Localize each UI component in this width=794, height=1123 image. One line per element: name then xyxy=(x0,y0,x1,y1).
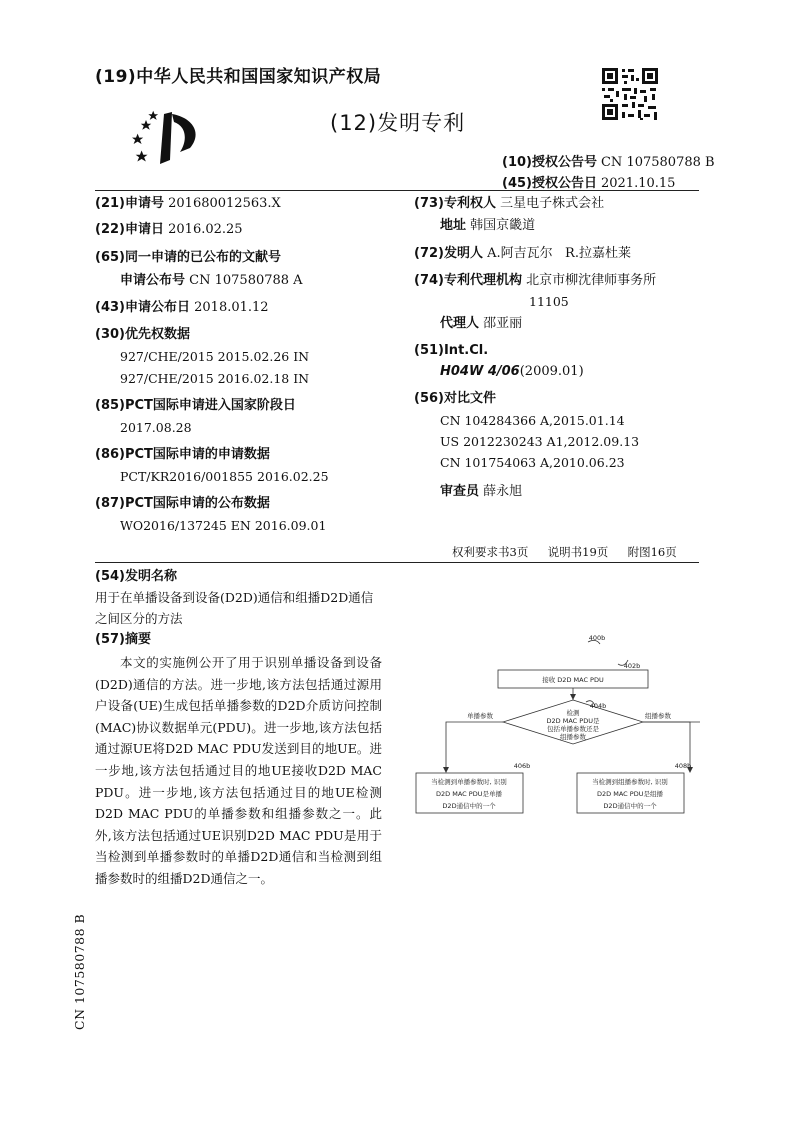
grant-publication-date xyxy=(502,172,675,191)
field-patent-agency xyxy=(414,273,656,289)
field-application-publication-date xyxy=(95,300,269,316)
cnipa-logo xyxy=(128,108,208,168)
decision-line: 检测 xyxy=(566,709,580,717)
arrow-head xyxy=(570,694,576,700)
reference-item: CN 104284366 A,2015.01.14 xyxy=(440,413,625,428)
abstract-text: 本文的实施例公开了用于识别单播设备到设备(D2D)通信的方法。进一步地,该方法包括通过源用户设备(UE)生成包括单播参数的D2D介质访问控制(MAC)协议数据单元(PDU)。进一步地,该方法包括通过源UE将D2D MAC PDU发送到目的地UE。进一步地,该方法包括通过目的地UE接收D2D MAC PDU。进一步地,该方法包括通过目的地UE检测D2D MAC PDU的单播参数和组播参数之一。此外,该方法包括通过UE识别D2D MAC PDU是用于当检测到单播参数时的单播D2D通信和当检测到组播参数时的组播D2D通信之一。 xyxy=(95,655,382,886)
decision-line: 组播参数 xyxy=(560,733,586,741)
flow-arrow-left xyxy=(446,722,503,772)
inventor-label: (72)发明人 xyxy=(414,246,483,261)
examiner-label: 审查员 xyxy=(440,484,480,499)
field-prior-publication xyxy=(95,250,281,266)
field-int-cl xyxy=(414,343,488,359)
inventors-value: A.阿吉瓦尔 R.拉嘉杜莱 xyxy=(487,246,631,261)
agency-value: 北京市柳沈律师事务所 xyxy=(526,273,657,288)
intcl-code: H04W 4/06 xyxy=(440,364,520,379)
grant-pub-date-label: (45)授权公告日 xyxy=(502,176,597,191)
step1-text: 接收 D2D MAC PDU xyxy=(542,676,604,684)
right-ref: 408b xyxy=(674,762,692,770)
app-no-value: 201680012563.X xyxy=(168,196,281,211)
field-pct-entry xyxy=(95,398,296,414)
left-ref: 406b xyxy=(513,762,531,770)
address-label: 地址 xyxy=(440,218,467,233)
prior-pub-label: (65)同一申请的已公布的文献号 xyxy=(95,250,281,265)
field-inventors xyxy=(414,246,631,262)
pct-pub-label: (87)PCT国际申请的公布数据 xyxy=(95,496,270,511)
left-step-line: D2D MAC PDU是单播 xyxy=(436,790,502,798)
grant-publication-number xyxy=(502,151,715,170)
app-pub-date-label: (43)申请公布日 xyxy=(95,300,190,315)
app-date-label: (22)申请日 xyxy=(95,222,164,237)
agent-value: 邵亚丽 xyxy=(483,316,523,331)
pct-entry-value: 2017.08.28 xyxy=(120,420,192,435)
priority-item: 927/CHE/2015 2016.02.18 IN xyxy=(120,371,310,386)
priority-label: (30)优先权数据 xyxy=(95,327,190,342)
arrow-head xyxy=(443,767,449,773)
left-branch-label: 单播参数 xyxy=(467,712,493,720)
right-branch-label: 组播参数 xyxy=(645,712,671,720)
field-application-date xyxy=(95,222,243,238)
field-priority-data xyxy=(95,327,190,343)
field-application-number xyxy=(95,196,281,212)
pct-pub-value: WO2016/137245 EN 2016.09.01 xyxy=(120,518,327,533)
app-date-value: 2016.02.25 xyxy=(168,222,243,237)
field-pct-application xyxy=(95,447,270,463)
int-cl-entry xyxy=(440,364,584,380)
agent-label: 代理人 xyxy=(440,316,480,331)
side-text: CN 107580788 B xyxy=(72,913,87,1030)
qr-code xyxy=(600,66,660,122)
refs-label: (56)对比文件 xyxy=(414,391,496,406)
right-step-line: 当检测到组播参数时, 识别 xyxy=(592,778,668,786)
invention-title-heading xyxy=(95,569,177,585)
fig-ref: 400b xyxy=(588,634,606,642)
reference-item: CN 101754063 A,2010.06.23 xyxy=(440,455,625,470)
left-step-line: D2D通信中的一个 xyxy=(442,802,496,810)
field-references xyxy=(414,391,496,407)
right-step-line: D2D MAC PDU是组播 xyxy=(597,790,663,798)
invention-title: 用于在单播设备到设备(D2D)通信和组播D2D通信之间区分的方法 xyxy=(95,590,374,626)
decision-line: 包括单播参数还是 xyxy=(547,725,599,733)
patentee-value: 三星电子株式会社 xyxy=(500,196,605,211)
intcl-label: (51)Int.Cl. xyxy=(414,343,489,358)
decision-line: D2D MAC PDU是 xyxy=(546,717,600,725)
agency-label: (74)专利代理机构 xyxy=(414,273,522,288)
field-patentee xyxy=(414,196,604,212)
app-no-label: (21)申请号 xyxy=(95,196,164,211)
reference-item: US 2012230243 A1,2012.09.13 xyxy=(440,434,640,449)
grant-pub-date-value: 2021.10.15 xyxy=(600,176,676,191)
app-pub-date-value: 2018.01.12 xyxy=(194,300,269,315)
side-publication-number xyxy=(72,870,92,1030)
examiner-value: 薛永旭 xyxy=(483,484,523,499)
intcl-version: (2009.01) xyxy=(519,364,584,379)
field-prior-publication-number xyxy=(120,273,303,289)
header-divider xyxy=(95,190,699,191)
pct-app-label: (86)PCT国际申请的申请数据 xyxy=(95,447,270,462)
grant-pub-no-value: CN 107580788 B xyxy=(600,155,715,170)
pct-entry-label: (85)PCT国际申请进入国家阶段日 xyxy=(95,398,296,413)
prior-pub-no-value: CN 107580788 A xyxy=(189,273,303,288)
field-examiner xyxy=(440,484,522,500)
issuing-office: (19)中华人民共和国国家知识产权局 xyxy=(95,67,382,87)
agency-code: 11105 xyxy=(529,294,569,309)
field-pct-publication xyxy=(95,496,270,512)
document-type: (12)发明专利 xyxy=(330,111,466,135)
field-address xyxy=(440,218,535,234)
left-step-line: 当检测到单播参数时, 识别 xyxy=(431,778,507,786)
decision-ref: 404b xyxy=(589,702,607,710)
patentee-label: (73)专利权人 xyxy=(414,196,496,211)
abstract-label: (57)摘要 xyxy=(95,632,151,647)
abstract-heading xyxy=(95,632,151,648)
right-step-line: D2D通信中的一个 xyxy=(603,802,657,810)
grant-pub-no-label: (10)授权公告号 xyxy=(502,155,597,170)
address-value: 韩国京畿道 xyxy=(470,218,536,233)
pct-app-value: PCT/KR2016/001855 2016.02.25 xyxy=(120,469,329,484)
prior-pub-sub-label: 申请公布号 xyxy=(120,273,186,288)
title-label: (54)发明名称 xyxy=(95,569,177,584)
priority-item: 927/CHE/2015 2015.02.26 IN xyxy=(120,349,310,364)
abstract-flowchart xyxy=(400,630,700,840)
field-agent xyxy=(440,316,522,332)
step1-ref: 402b xyxy=(623,662,641,670)
section-divider xyxy=(95,562,699,563)
page-counts: 权利要求书3页 说明书19页 附图16页 xyxy=(452,545,677,559)
